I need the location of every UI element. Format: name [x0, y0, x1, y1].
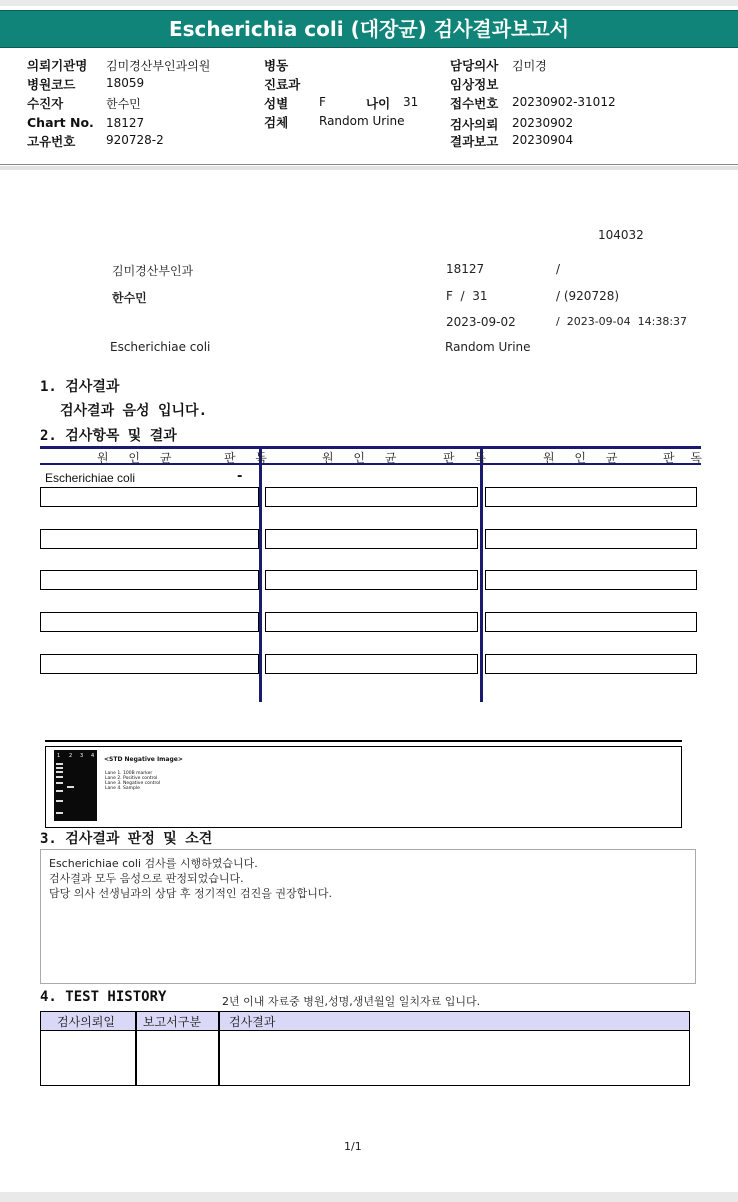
- result-box: [485, 654, 697, 674]
- result-box: [485, 612, 697, 632]
- top-strip: [0, 0, 738, 6]
- doc-specimen: Random Urine: [445, 340, 531, 354]
- value-hospital-code: 18059: [106, 76, 145, 90]
- label-sex: 성별: [264, 96, 289, 111]
- col1-head-res: 판 독: [224, 451, 275, 465]
- gel-legend-item: Lane 2. Positive control: [105, 776, 158, 781]
- label-ward: 병동: [264, 58, 289, 73]
- result-box: [265, 654, 478, 674]
- value-unique-no: 920728-2: [106, 133, 164, 147]
- row1-result: -: [237, 469, 243, 484]
- gel-band: [56, 776, 63, 778]
- gel-lane-3: 3: [80, 753, 84, 759]
- doc-slash: /: [556, 262, 561, 276]
- result-box: [485, 487, 697, 507]
- value-chart-no: 18127: [106, 116, 145, 130]
- label-unique-no: 고유번호: [27, 134, 76, 149]
- section4-title: 4. TEST HISTORY: [40, 989, 167, 1005]
- doc-date: 2023-09-02: [446, 315, 516, 329]
- value-sex: F: [319, 95, 326, 109]
- gel-lane-2: 2: [69, 753, 73, 759]
- gel-legend-item: Lane 4. Sample: [105, 786, 140, 791]
- gel-lane-4: 4: [91, 753, 95, 759]
- result-box: [265, 612, 478, 632]
- label-report-date: 결과보고: [450, 134, 499, 149]
- row1-organism: Escherichiae coli: [45, 471, 136, 485]
- comment-line: Escherichiae coli 검사를 시행하였습니다.: [49, 857, 258, 870]
- header-band: [0, 166, 738, 170]
- result-box: [485, 529, 697, 549]
- doc-report-time: / 2023-09-04 14:38:37: [556, 315, 688, 328]
- grid-divider-1: [259, 446, 262, 702]
- doc-organism: Escherichiae coli: [110, 340, 211, 354]
- col1-head-org: 원 인 균: [97, 451, 180, 465]
- section2-title: 2. 검사항목 및 결과: [40, 428, 177, 444]
- page-number: 1/1: [344, 1140, 362, 1153]
- result-box: [265, 529, 478, 549]
- gel-legend-item: Lane 3. Negative control: [105, 781, 161, 786]
- result-box: [40, 654, 259, 674]
- value-age: 31: [403, 95, 419, 109]
- value-doctor: 김미경: [512, 59, 547, 73]
- result-box: [485, 570, 697, 590]
- label-chart-no: Chart No.: [27, 115, 94, 130]
- gel-legend-item: Lane 1. 100B marker: [105, 771, 153, 776]
- result-box: [40, 612, 259, 632]
- value-receipt-no: 20230902-31012: [512, 95, 616, 109]
- label-department: 진료과: [264, 77, 301, 92]
- doc-chart: 18127: [446, 262, 485, 276]
- doc-clinic: 김미경산부인과: [112, 264, 194, 278]
- section1-title: 1. 검사결과: [40, 379, 120, 395]
- report-title: Escherichia coli (대장균) 검사결과보고서: [168, 17, 570, 41]
- result-box: [40, 487, 259, 507]
- gel-band: [56, 782, 63, 784]
- value-patient: 한수민: [106, 97, 141, 111]
- label-institution: 의뢰기관명: [27, 58, 88, 73]
- comment-line: 담당 의사 선생님과의 상담 후 정기적인 검진을 권장합니다.: [49, 887, 332, 900]
- doc-sex-age: F / 31: [446, 289, 488, 303]
- gel-image: [54, 750, 97, 821]
- history-col-divider: [218, 1011, 220, 1086]
- section3-title: 3. 검사결과 판정 및 소견: [40, 831, 213, 847]
- history-col-request-date: 검사의뢰일: [57, 1015, 115, 1029]
- label-age: 나이: [366, 96, 391, 111]
- label-specimen: 검체: [264, 115, 289, 130]
- gel-legend-title: <STD Negative Image>: [104, 756, 183, 763]
- comment-line: 검사결과 모두 음성으로 판정되었습니다.: [49, 872, 244, 885]
- doc-patient: 한수민: [112, 291, 147, 305]
- col3-head-res: 판 독: [663, 451, 708, 465]
- gel-band: [56, 812, 63, 814]
- value-specimen: Random Urine: [319, 114, 405, 128]
- label-request-date: 검사의뢰: [450, 117, 499, 132]
- result-box: [40, 570, 259, 590]
- gel-band: [56, 790, 63, 792]
- label-clinical-info: 임상정보: [450, 77, 499, 92]
- footer-band: [0, 1192, 738, 1202]
- gel-lane-1: 1: [57, 753, 61, 759]
- section1-result: 검사결과 음성 입니다.: [60, 403, 208, 419]
- col3-head-org: 원 인 균: [543, 451, 626, 465]
- history-note: 2년 이내 자료중 병원,성명,생년월일 일치자료 입니다.: [222, 995, 481, 1008]
- gel-band: [56, 800, 63, 802]
- gel-band: [56, 771, 63, 773]
- gel-band: [56, 767, 63, 769]
- result-box: [265, 487, 478, 507]
- history-col-result: 검사결과: [229, 1015, 276, 1029]
- history-table-head: [41, 1012, 689, 1031]
- gel-band: [56, 763, 63, 765]
- label-patient: 수진자: [27, 96, 64, 111]
- value-request-date: 20230902: [512, 116, 574, 130]
- comment-box: [40, 849, 696, 984]
- header-separator: [0, 164, 738, 165]
- col2-head-org: 원 인 균: [322, 451, 405, 465]
- result-box: [40, 529, 259, 549]
- doc-birth: / (920728): [556, 289, 620, 303]
- gel-top-rule: [45, 740, 682, 742]
- history-col-report-type: 보고서구분: [143, 1015, 201, 1029]
- result-box: [265, 570, 478, 590]
- label-doctor: 담당의사: [450, 58, 499, 73]
- grid-divider-2: [480, 446, 483, 702]
- label-hospital-code: 병원코드: [27, 77, 76, 92]
- value-institution: 김미경산부인과의원: [106, 59, 211, 73]
- label-receipt-no: 접수번호: [450, 96, 499, 111]
- value-report-date: 20230904: [512, 133, 574, 147]
- col2-head-res: 판 독: [443, 451, 494, 465]
- history-col-divider: [135, 1011, 137, 1086]
- gel-band: [67, 786, 74, 788]
- doc-code: 104032: [598, 228, 644, 242]
